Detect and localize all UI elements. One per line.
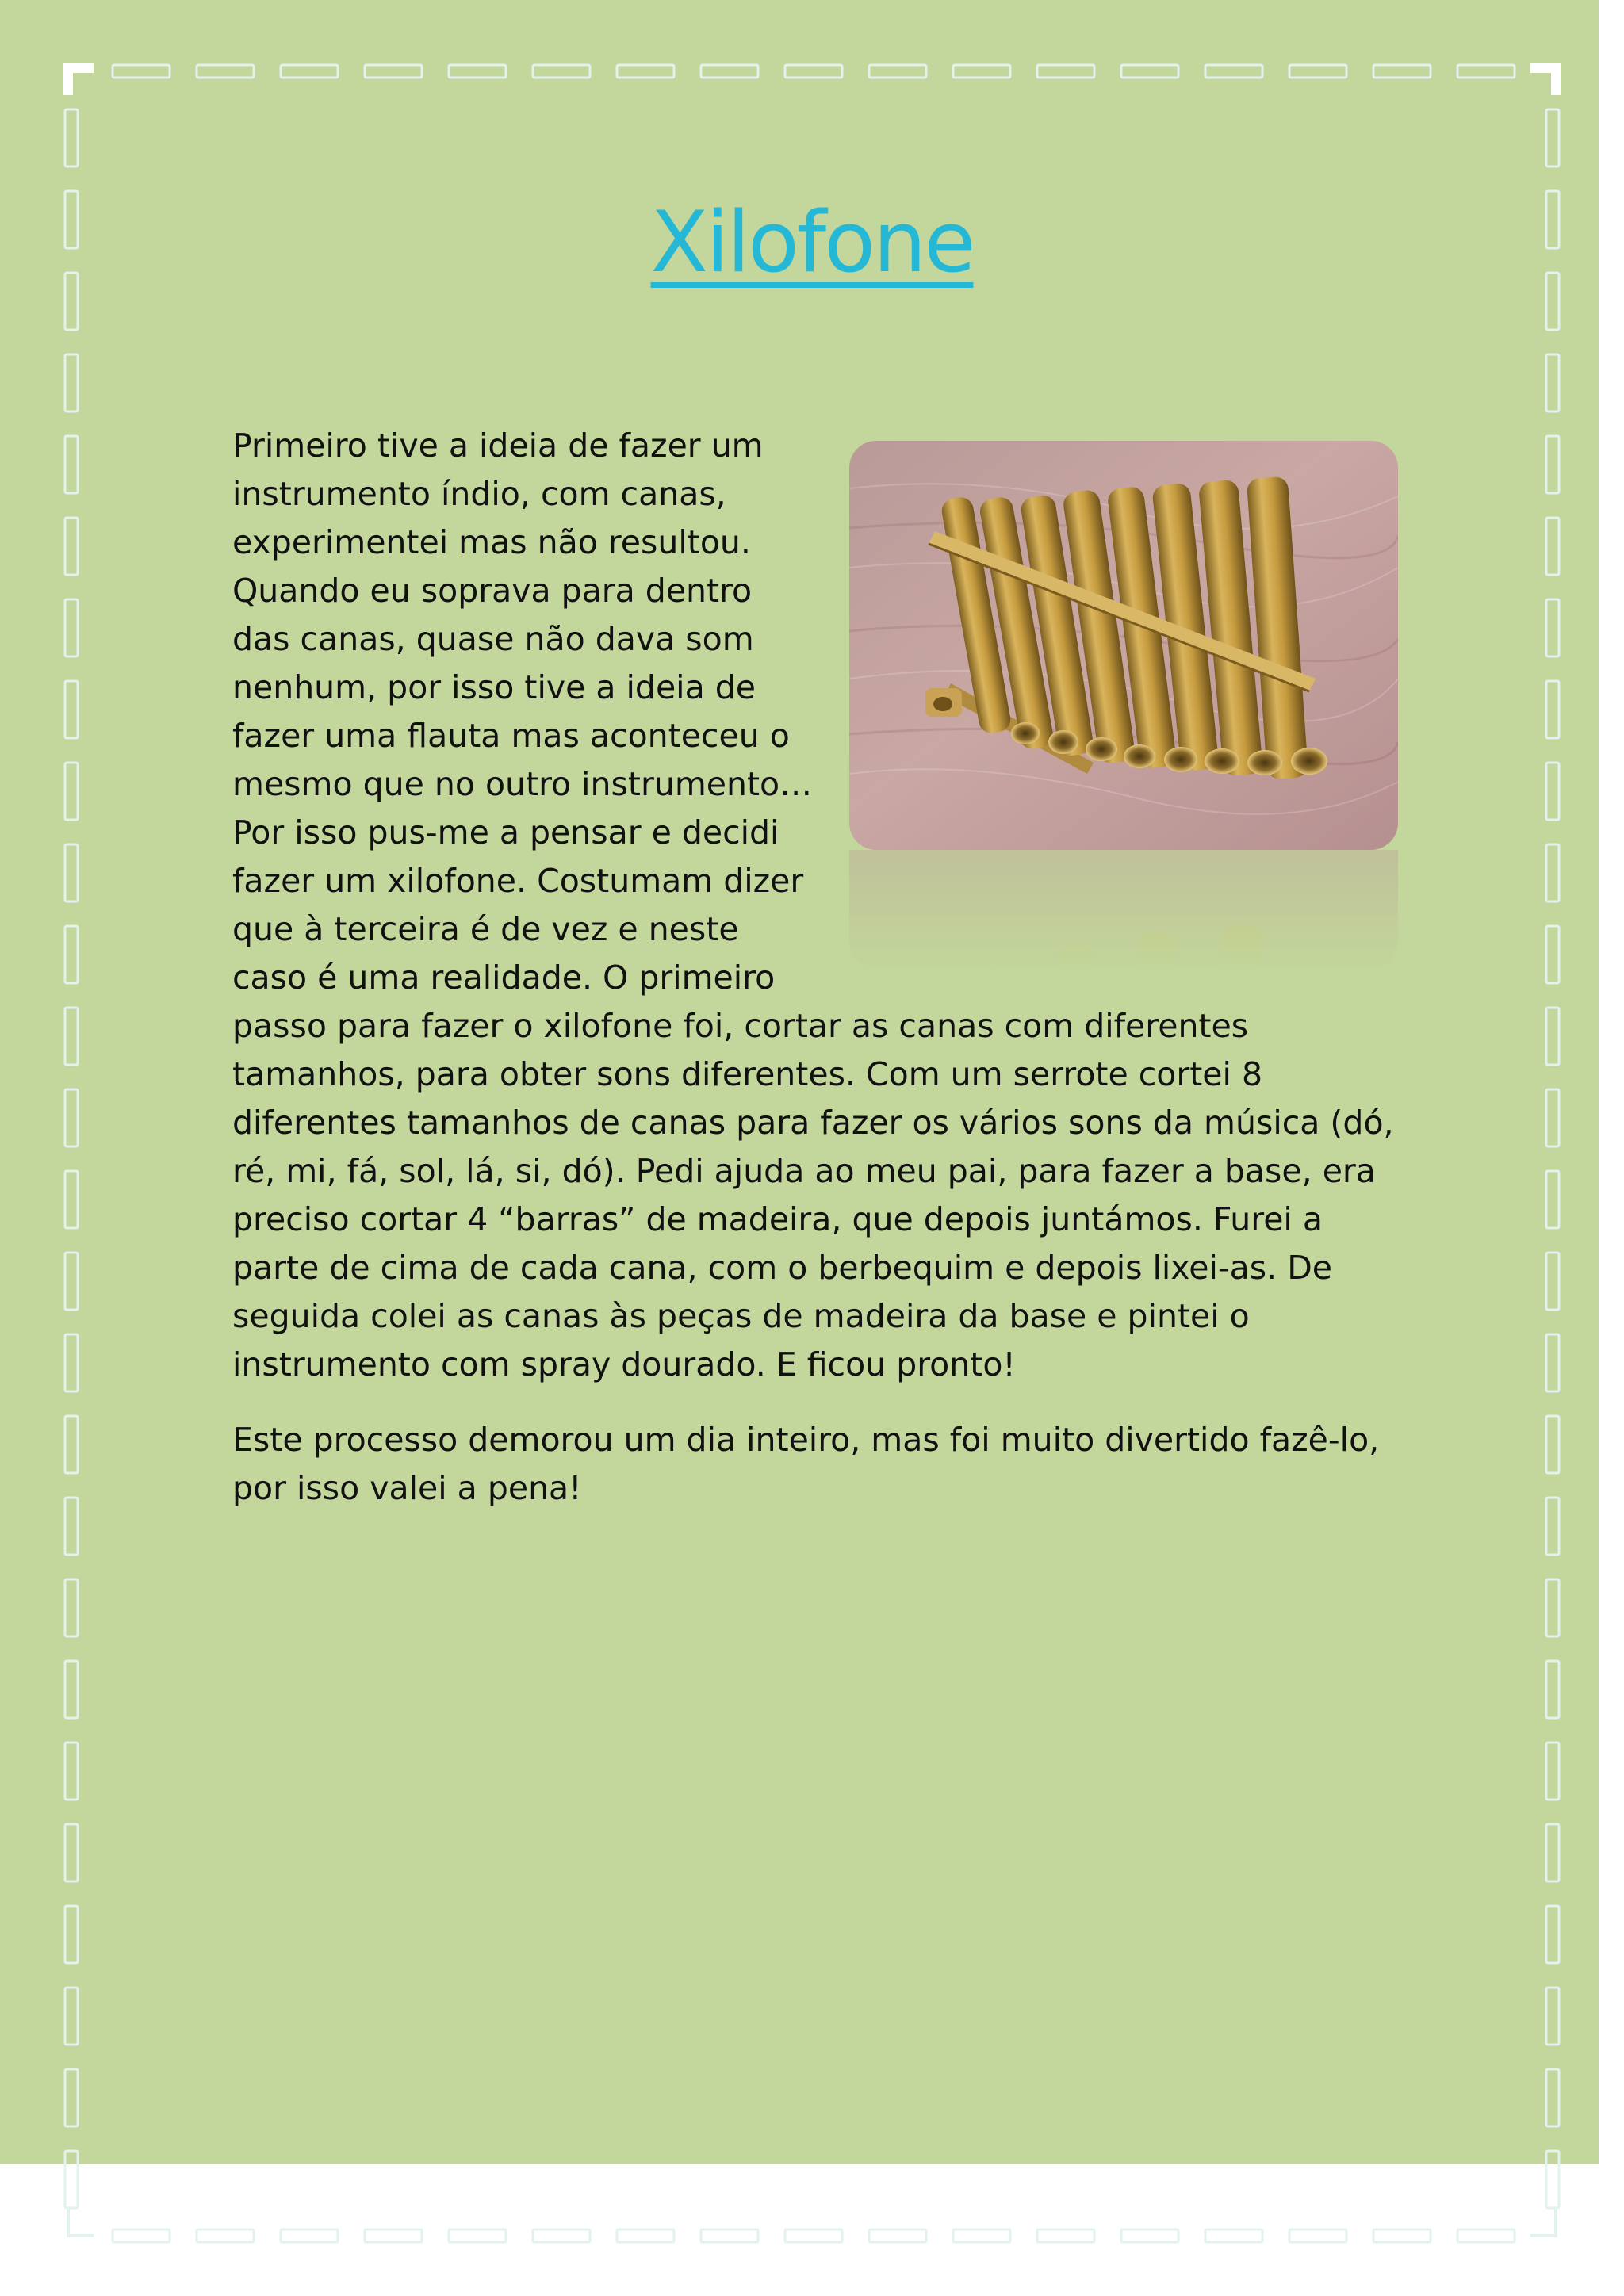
article-paragraph-2: Este processo demorou um dia inteiro, mas foi muito divertido fazê-lo, por isso valei a pena!	[232, 1421, 1380, 1507]
photo-reflection	[849, 850, 1398, 969]
photo-figure	[849, 441, 1398, 974]
golden-xylophone-photo	[849, 441, 1398, 850]
article-body	[232, 422, 1398, 1540]
document-title: Xilofone	[650, 193, 974, 291]
article-paragraph-1: Primeiro tive a ideia de fazer um instrumento índio, com canas, experimentei mas não resultou. Quando eu soprava para dentro das canas, quase não dava som nenhum, por isso tive a ideia de fazer uma flauta mas aconteceu o mesmo que no outro instrumento…Por isso pus-me a pensar e decidi fazer um xilofone. Costumam dizer que à terceira é de vez e neste caso é uma realidade. O primeiro passo para fazer o xilofone foi, cortar as canas com diferentes tamanhos, para obter sons diferentes. Com um serrote cortei 8 diferentes tamanhos de canas para fazer os vários sons da música (dó, ré, mi, fá, sol, lá, si, dó). Pedi ajuda ao meu pai, para fazer a base, era preciso cortar 4 “barras” de madeira, que depois juntámos. Furei a parte de cima de cada cana, com o berbequim e depois lixei-as. De seguida colei as canas às peças de madeira da base e pintei o instrumento com spray dourado. E ficou pronto!	[232, 427, 1394, 1383]
